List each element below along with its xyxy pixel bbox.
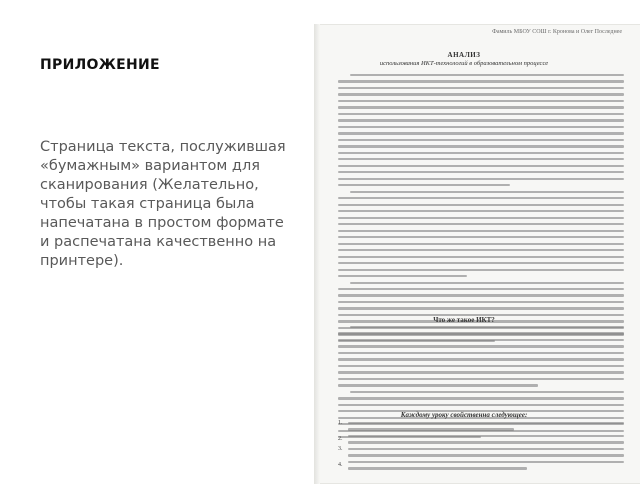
scanned-page-image (314, 24, 640, 484)
slide-description: Страница текста, послужившая «бумажным» вариантом для сканирования (Желательно, чтобы такая страница была напечатана в простом формате и распечатана качественно на принтере). (40, 139, 286, 269)
scan-list-number: 2. (338, 436, 343, 442)
scan-organization-line: Фамиль МБОУ СОШ г. Кронова и Олег Последнее (492, 29, 622, 35)
scan-heading: АНАЛИЗ (447, 51, 481, 59)
scan-list-number: 4. (338, 462, 343, 468)
scan-list-number: 1. (338, 420, 343, 426)
scan-section-heading: Что же такое ИКТ? (433, 316, 495, 324)
scan-paragraph-1 (338, 74, 624, 346)
scan-subheading: использования ИКТ-технологий в образовательном процессе (379, 60, 549, 67)
scan-list-lines (348, 422, 624, 474)
scan-list-heading: Каждому уроку свойственна следующее: (400, 411, 528, 419)
scan-list-number: 3. (338, 446, 343, 452)
slide-title: ПРИЛОЖЕНИЕ (40, 57, 160, 73)
